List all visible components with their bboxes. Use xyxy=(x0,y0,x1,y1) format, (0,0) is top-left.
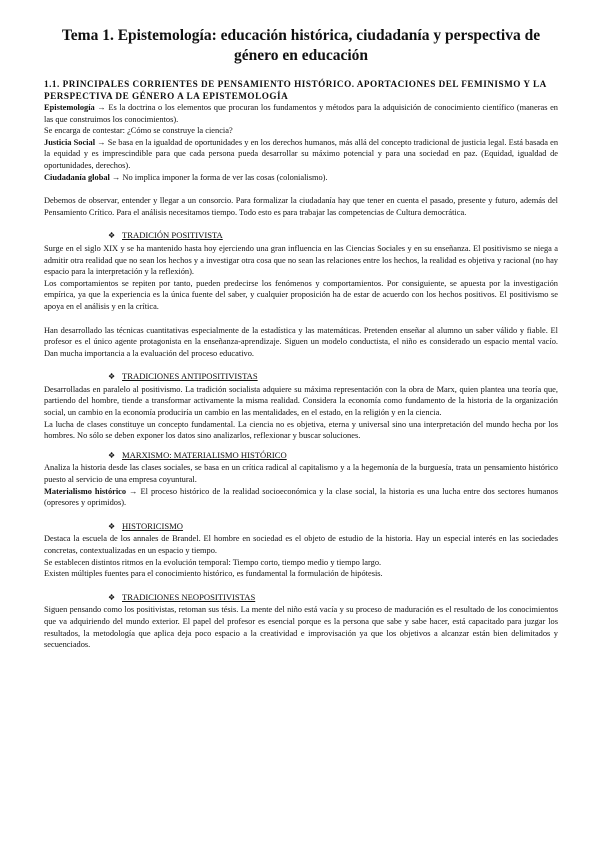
paragraph: Destaca la escuela de los annales de Brandel. El hombre en sociedad es el objeto de estudio de la historia. Hay un especial interés en las sociedades concretas, contextualizadas en un espacio y tiempo. xyxy=(44,534,558,555)
document-page xyxy=(44,26,558,651)
definition-text: → Se basa en la igualdad de oportunidades y en los derechos humanos, más allá del concepto tradicional de justicia legal. Está basada en la equidad y es imprescindible para que cada persona pueda desarrollar su máximo potencial y para una sociedad en paz. (Equidad, igualdad de oportunidades, derechos). xyxy=(44,137,559,170)
subheading-label: HISTORICISMO xyxy=(122,520,183,531)
diamond-bullet-icon: ❖ xyxy=(108,372,116,382)
definition-text: → No implica imponer la forma de ver las cosas (colonialismo). xyxy=(111,172,328,182)
paragraph: Han desarrollado las técnicas cuantitativas especialmente de la estadística y las matemáticas. Pretenden enseñar al alumno un saber válido y fiable. El profesor es el único agente protagonista en la enseñanza-aprendizaje. Siguen un modelo conductista, el niño es considerado un espacio mental vacío. Dan mucha importancia a la evaluación del proceso educativo. xyxy=(44,325,558,358)
question-line: Se encarga de contestar: ¿Cómo se construye la ciencia? xyxy=(44,126,233,136)
subheading-marxismo xyxy=(108,450,558,462)
subheading-historicismo xyxy=(108,521,558,533)
section-heading: 1.1. PRINCIPALES CORRIENTES DE PENSAMIENTO HISTÓRICO. APORTACIONES DEL FEMINISMO Y LA PERSPECTIVA DE GÉNERO A LA EPISTEMOLOGÍA xyxy=(44,79,547,101)
term-ciudadania-global: Ciudadanía global xyxy=(44,172,110,182)
diamond-bullet-icon: ❖ xyxy=(108,231,116,241)
definition-materialismo xyxy=(44,486,558,509)
diamond-bullet-icon: ❖ xyxy=(108,450,116,460)
definition-justicia-social xyxy=(44,137,558,172)
paragraph: Los comportamientos se repiten por tanto, pueden predecirse los fenómenos y comportamientos. Por consiguiente, se apuesta por la investigación empírica, ya que la experiencia es la única fuente del saber, y cualquier proposición ha de estar de acuerdo con los hechos positivos. El positivismo se apoya en el análisis y en la crítica. xyxy=(44,278,558,311)
diamond-bullet-icon: ❖ xyxy=(108,521,116,531)
subheading-antipositivistas xyxy=(108,371,558,383)
paragraph: Siguen pensando como los positivistas, retoman sus tésis. La mente del niño está vacía y su proceso de maduración es el resultado de los conocimientos que va adquiriendo del mundo exterior. El papel del profesor es esencial porque es la persona que sabe y sabe hacer, está capacitado para juzgar los resultados, la metodología que aplica deja poco espacio a la creatividad e improvisación ya que los objetivos a alcanzar están bien delimitados y secuenciados. xyxy=(44,605,558,650)
subheading-positivista xyxy=(108,230,558,242)
subheading-label: TRADICIÓN POSITIVISTA xyxy=(122,230,223,241)
intro-paragraph: Debemos de observar, entender y llegar a un consorcio. Para formalizar la ciudadanía hay que tener en cuenta el pasado, presente y futuro, además del Pensamiento Crítico. Para el análisis necesitamos tiempo. Todo esto es para trabajar las competencias de Cultura democrática. xyxy=(44,196,558,217)
definition-text: → El proceso histórico de la realidad socioeconómica y la clase social, la historia es una lucha entre dos sectores humanos (opresores y oprimidos). xyxy=(44,486,558,508)
term-epistemologia: Epistemología xyxy=(44,103,95,112)
paragraph: Desarrolladas en paralelo al positivismo. La tradición socialista adquiere su máxima representación con la obra de Marx, quien plantea una teoría que, partiendo del hombre, tiende a transformar activamente la misma realidad. Considera la economía como fundamento de la historia de la organización social, un cambio en la economía produciría un cambio en las mentalidades, en el estado, en la religión y en la ciencia. xyxy=(44,384,558,418)
subheading-label: TRADICIONES NEOPOSITIVISTAS xyxy=(122,591,256,602)
paragraph: Surge en el siglo XIX y se ha mantenido hasta hoy ejerciendo una gran influencia en las Ciencias Sociales y en su enseñanza. El positivismo se niega a admitir otra realidad que no sean los hechos y a investigar otra cosa que no sean las relaciones entre los hechos, la realidad es objetiva y racional (no hay espacio para la interpretación y la reflexión). xyxy=(44,243,558,277)
paragraph: Analiza la historia desde las clases sociales, se basa en un crítica radical al capitalismo y a la hegemonía de la burguesía, trata un pensamiento histórico puesto al servicio de una empresa coyuntural. xyxy=(44,463,558,485)
definition-ciudadania-global xyxy=(44,172,558,184)
page-title: Tema 1. Epistemología: educación histórica, ciudadanía y perspectiva de género en educación xyxy=(61,27,541,64)
term-materialismo-historico: Materialismo histórico xyxy=(44,486,127,496)
term-justicia-social: Justicia Social xyxy=(44,137,96,147)
paragraph: Se establecen distintos ritmos en la evolución temporal: Tiempo corto, tiempo medio y tiempo largo. xyxy=(44,557,382,567)
definition-epistemologia xyxy=(44,102,558,125)
subheading-neopositivistas xyxy=(108,592,558,604)
diamond-bullet-icon: ❖ xyxy=(108,592,116,602)
subheading-label: MARXISMO: MATERIALISMO HISTÓRICO xyxy=(122,449,287,460)
subheading-label: TRADICIONES ANTIPOSITIVISTAS xyxy=(122,371,258,382)
definition-text: → Es la doctrina o los elementos que procuran los fundamentos y métodos para la adquisición de conocimiento científico (maneras en las que construimos los conocimientos). xyxy=(44,103,558,124)
paragraph: Existen múltiples fuentes para el conocimiento histórico, es fundamental la formulación de hipótesis. xyxy=(44,569,383,579)
paragraph: La lucha de clases constituye un concepto fundamental. La ciencia no es objetiva, eterna y universal sino una interpretación del mundo hecha por los hombres. No sólo se deben exponer los datos sino analizarlos, reflexionar y buscar soluciones. xyxy=(44,419,558,441)
